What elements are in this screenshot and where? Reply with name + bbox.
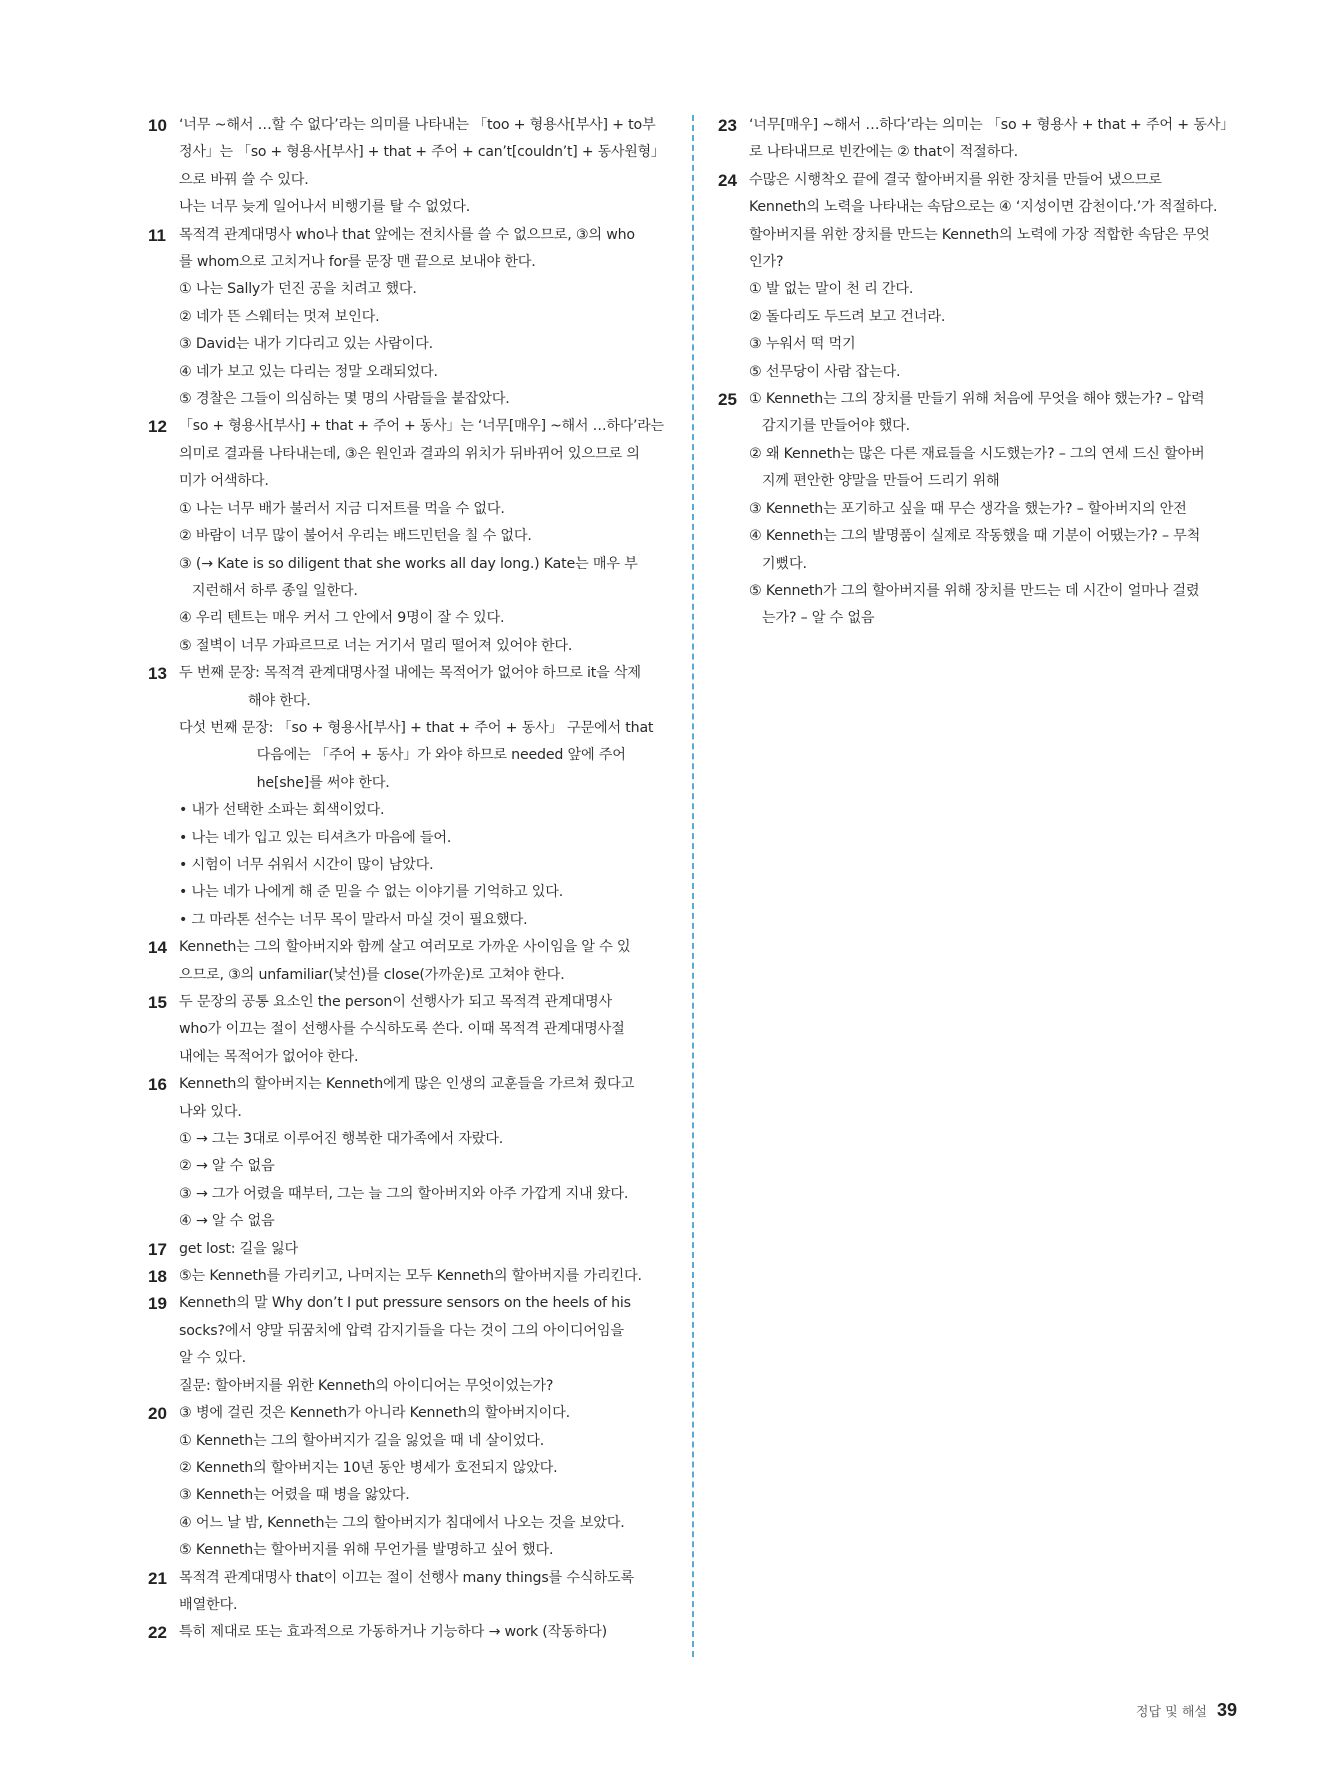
answer-item-24	[718, 167, 1241, 386]
right-column	[718, 112, 1241, 633]
answer-line: ⑤ 절벽이 너무 가파르므로 너는 거기서 멀리 떨어져 있어야 한다.	[179, 637, 573, 654]
answer-line: get lost: 길을 잃다	[179, 1240, 299, 1257]
answer-line: ④ Kenneth는 그의 발명품이 실제로 작동했을 때 기분이 어땠는가? – 무척	[749, 528, 1201, 545]
answer-line: ③ (→ Kate is so diligent that she works all day long.) Kate는 매우 부	[179, 555, 638, 572]
answer-line: ② → 알 수 없음	[179, 1158, 275, 1175]
answer-line: 알 수 있다.	[179, 1350, 246, 1367]
answer-line: 미가 어색하다.	[179, 473, 269, 490]
answer-line: ① 발 없는 말이 천 리 간다.	[749, 281, 914, 298]
answer-line: ① Kenneth는 그의 장치를 만들기 위해 처음에 무엇을 해야 했는가? – 압력	[749, 391, 1205, 408]
page-footer	[1136, 1700, 1237, 1721]
answer-line: ③ Kenneth는 포기하고 싶을 때 무슨 생각을 했는가? – 할아버지의 안전	[749, 500, 1187, 517]
answer-line: • 시험이 너무 쉬워서 시간이 많이 남았다.	[179, 856, 434, 873]
answer-line: ③ 병에 걸린 것은 Kenneth가 아니라 Kenneth의 할아버지이다.	[179, 1405, 570, 1422]
answer-line: 정사」는 「so + 형용사[부사] + that + 주어 + can’t[couldn’t] + 동사원형」	[179, 144, 665, 161]
answer-item-15	[148, 989, 668, 1071]
page-number: 39	[1216, 1700, 1237, 1720]
answer-number: 20	[148, 1404, 167, 1424]
answer-line: 해야 한다.	[179, 692, 311, 709]
answer-line: 으므로, ③의 unfamiliar(낯선)를 close(가까운)로 고쳐야 한다.	[179, 966, 565, 983]
answer-line: 로 나타내므로 빈칸에는 ② that이 적절하다.	[749, 144, 1018, 161]
answer-line: ③ Kenneth는 어렸을 때 병을 앓았다.	[179, 1487, 410, 1504]
answer-number: 14	[148, 938, 167, 958]
answer-number: 17	[148, 1239, 167, 1259]
answer-line: 질문: 할아버지를 위한 Kenneth의 아이디어는 무엇이었는가?	[179, 1377, 554, 1394]
answer-line: • 그 마라톤 선수는 너무 목이 말라서 마실 것이 필요했다.	[179, 911, 528, 928]
answer-item-16	[148, 1071, 668, 1235]
answer-line: he[she]를 써야 한다.	[179, 774, 390, 791]
answer-line: ④ 네가 보고 있는 다리는 정말 오래되었다.	[179, 363, 438, 380]
answer-item-18	[148, 1263, 668, 1290]
answer-item-12	[148, 413, 668, 660]
answer-line: 할아버지를 위한 장치를 만드는 Kenneth의 노력에 가장 적합한 속담은 무엇	[749, 226, 1210, 243]
answer-line: 나와 있다.	[179, 1103, 242, 1120]
answer-item-13	[148, 660, 668, 934]
answer-line: ‘너무 ~해서 …할 수 없다’라는 의미를 나타내는 「too + 형용사[부사] + to부	[179, 117, 656, 133]
answer-number: 22	[148, 1623, 167, 1643]
answer-line: ③ David는 내가 기다리고 있는 사람이다.	[179, 336, 433, 353]
answer-line: Kenneth는 그의 할아버지와 함께 살고 여러모로 가까운 사이임을 알 수 있	[179, 939, 631, 956]
left-column	[148, 112, 668, 1647]
answer-line: 지런해서 하루 종일 일한다.	[179, 582, 358, 599]
answer-line: ⑤ 경찰은 그들이 의심하는 몇 명의 사람들을 붙잡았다.	[179, 391, 510, 408]
answer-line: 기뻤다.	[749, 555, 807, 572]
answer-number: 18	[148, 1267, 167, 1287]
answer-line: who가 이끄는 절이 선행사를 수식하도록 쓴다. 이때 목적격 관계대명사절	[179, 1021, 625, 1038]
answer-line: ① Kenneth는 그의 할아버지가 길을 잃었을 때 네 살이었다.	[179, 1432, 545, 1449]
answer-item-22	[148, 1619, 668, 1646]
answer-line: ③ 누워서 떡 먹기	[749, 336, 856, 353]
answer-line: ② Kenneth의 할아버지는 10년 동안 병세가 호전되지 않았다.	[179, 1459, 558, 1476]
answer-line: 지께 편안한 양말을 만들어 드리기 위해	[749, 473, 1000, 490]
answer-line: 으로 바꿔 쓸 수 있다.	[179, 171, 309, 188]
answer-line: 목적격 관계대명사 that이 이끄는 절이 선행사 many things를 수식하도록	[179, 1569, 634, 1586]
answer-line: ② 네가 뜬 스웨터는 멋져 보인다.	[179, 308, 380, 325]
answer-line: ① 나는 Sally가 던진 공을 치려고 했다.	[179, 281, 417, 298]
answer-line: ⑤ Kenneth는 할아버지를 위해 무언가를 발명하고 싶어 했다.	[179, 1542, 554, 1559]
answer-line: 두 번째 문장: 목적격 관계대명사절 내에는 목적어가 없어야 하므로 it을 삭제	[179, 665, 641, 682]
answer-line: 나는 너무 늦게 일어나서 비행기를 탈 수 없었다.	[179, 199, 471, 216]
answer-line: 인가?	[749, 254, 784, 271]
answer-line: 의미로 결과를 나타내는데, ③은 원인과 결과의 위치가 뒤바뀌어 있으므로 의	[179, 445, 640, 462]
answer-line: ‘너무[매우] ~해서 …하다’라는 의미는 「so + 형용사 + that + 주어 + 동사」	[749, 117, 1235, 133]
answer-number: 24	[718, 170, 737, 190]
answer-line: 내에는 목적어가 없어야 한다.	[179, 1048, 359, 1065]
answer-number: 21	[148, 1568, 167, 1588]
answer-line: Kenneth의 할아버지는 Kenneth에게 많은 인생의 교훈들을 가르쳐 줬다고	[179, 1076, 635, 1093]
answer-line: ③ → 그가 어렸을 때부터, 그는 늘 그의 할아버지와 아주 가깝게 지내 왔다.	[179, 1185, 629, 1202]
answer-item-17	[148, 1236, 668, 1263]
answer-number: 23	[718, 116, 737, 135]
answer-line: 다음에는 「주어 + 동사」가 와야 하므로 needed 앞에 주어	[179, 747, 626, 764]
answer-line: ⑤는 Kenneth를 가리키고, 나머지는 모두 Kenneth의 할아버지를 가리킨다.	[179, 1268, 642, 1285]
answer-item-21	[148, 1565, 668, 1620]
answer-item-25	[718, 386, 1241, 633]
answer-line: 두 문장의 공통 요소인 the person이 선행사가 되고 목적격 관계대명사	[179, 994, 613, 1010]
answer-item-19	[148, 1290, 668, 1400]
answer-line: 배열한다.	[179, 1596, 238, 1613]
answer-number: 25	[718, 390, 737, 410]
answer-line: • 나는 네가 나에게 해 준 믿을 수 없는 이야기를 기억하고 있다.	[179, 884, 564, 901]
answer-number: 15	[148, 993, 167, 1012]
answer-item-23	[718, 112, 1241, 167]
answer-number: 10	[148, 116, 167, 135]
answer-line: ② 왜 Kenneth는 많은 다른 재료들을 시도했는가? – 그의 연세 드신 할아버	[749, 445, 1205, 462]
answer-line: ② 바람이 너무 많이 불어서 우리는 배드민턴을 칠 수 없다.	[179, 528, 532, 545]
answer-line: 수많은 시행착오 끝에 결국 할아버지를 위한 장치를 만들어 냈으므로	[749, 171, 1162, 188]
footer-label: 정답 및 해설	[1135, 1705, 1207, 1720]
answer-line: ④ 우리 텐트는 매우 커서 그 안에서 9명이 잘 수 있다.	[179, 610, 505, 627]
answer-line: 를 whom으로 고치거나 for를 문장 맨 끝으로 보내야 한다.	[179, 254, 536, 271]
answer-item-10	[148, 112, 668, 222]
answer-item-14	[148, 934, 668, 989]
answer-line: 다섯 번째 문장: 「so + 형용사[부사] + that + 주어 + 동사」 구문에서 that	[179, 719, 654, 736]
answer-number: 19	[148, 1294, 167, 1314]
answer-line: ② 돌다리도 두드려 보고 건너라.	[749, 308, 946, 325]
answer-item-20	[148, 1400, 668, 1564]
answer-line: ④ 어느 날 밤, Kenneth는 그의 할아버지가 침대에서 나오는 것을 보았다.	[179, 1514, 625, 1531]
answer-number: 13	[148, 664, 167, 684]
answer-line: Kenneth의 노력을 나타내는 속담으로는 ④ ‘지성이면 감천이다.’가 적절하다.	[749, 199, 1218, 216]
answer-line: ① → 그는 3대로 이루어진 행복한 대가족에서 자랐다.	[179, 1131, 504, 1148]
answer-item-11	[148, 222, 668, 414]
answer-line: 목적격 관계대명사 who나 that 앞에는 전치사를 쓸 수 없으므로, ③의 who	[179, 226, 635, 243]
answer-line: • 나는 네가 입고 있는 티셔츠가 마음에 들어.	[179, 829, 452, 846]
answer-line: ⑤ Kenneth가 그의 할아버지를 위해 장치를 만드는 데 시간이 얼마나 걸렸	[749, 582, 1200, 599]
answer-line: 감지기를 만들어야 했다.	[749, 418, 910, 435]
answer-number: 11	[148, 225, 166, 245]
answer-line: 는가? – 알 수 없음	[749, 610, 875, 627]
answer-line: ① 나는 너무 배가 불러서 지금 디저트를 먹을 수 없다.	[179, 500, 505, 517]
answer-number: 12	[148, 417, 167, 437]
answer-line: ④ → 알 수 없음	[179, 1213, 275, 1230]
answer-line: socks?에서 양말 뒤꿈치에 압력 감지기들을 다는 것이 그의 아이디어임을	[179, 1322, 624, 1339]
answer-number: 16	[148, 1075, 167, 1095]
answer-line: Kenneth의 말 Why don’t I put pressure sensors on the heels of his	[179, 1295, 631, 1312]
answer-line: 「so + 형용사[부사] + that + 주어 + 동사」는 ‘너무[매우] ~해서 …하다’라는	[179, 418, 664, 435]
answer-line: ⑤ 선무당이 사람 잡는다.	[749, 363, 901, 380]
column-divider	[692, 115, 694, 1657]
answer-line: • 내가 선택한 소파는 회색이었다.	[179, 802, 385, 819]
answer-line: 특히 제대로 또는 효과적으로 가동하거나 기능하다 → work (작동하다)	[179, 1624, 607, 1641]
